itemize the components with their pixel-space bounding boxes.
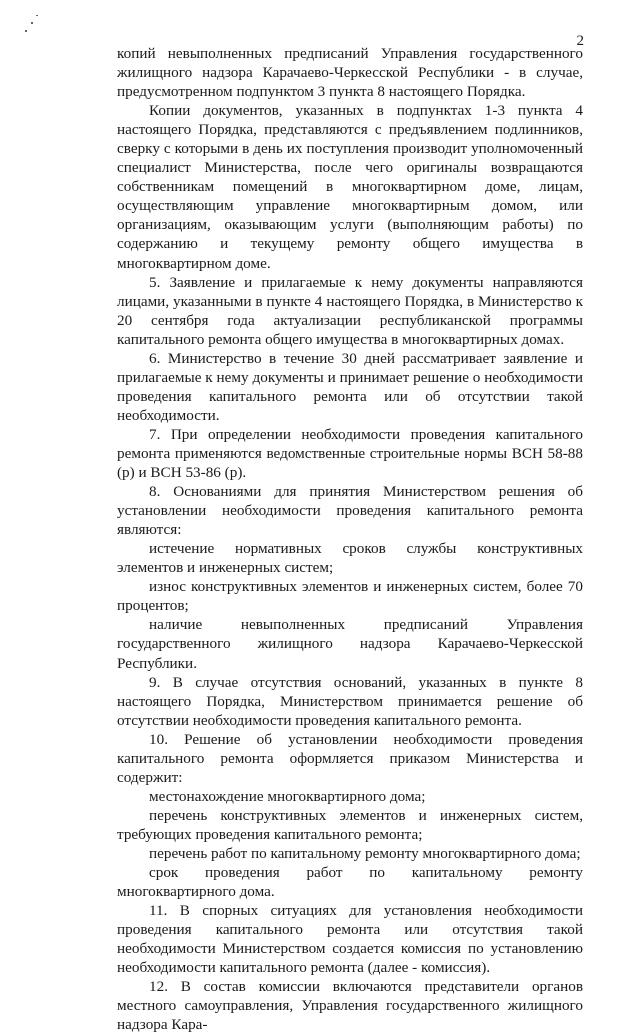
scan-specks bbox=[22, 8, 52, 38]
paragraph-10: 10. Решение об установлении необходимости проведения капитального ремонта оформляется приказом Министерства и содержит: bbox=[117, 730, 583, 786]
scan-speck bbox=[25, 30, 27, 32]
scan-speck bbox=[31, 22, 33, 24]
paragraph-copies: Копии документов, указанных в подпунктах 1-3 пункта 4 настоящего Порядка, представляются с предъявлением подлинников, сверку с которыми в день их поступления производит уполномоченный специалист Министерства, после чего оригиналы возвращаются собственникам помещений в многоквартирном доме, лицам, осуществляющим управление многоквартирным домом, или организациям, оказывающим услуги (выполняющим работы) по содержанию и текущему ремонту общего имущества в многоквартирном доме. bbox=[117, 102, 583, 272]
paragraph-10-item-1: местонахождение многоквартирного дома; bbox=[149, 787, 426, 805]
scan-speck bbox=[36, 15, 38, 16]
document-body bbox=[117, 44, 583, 1034]
paragraph-7: 7. При определении необходимости проведения капитального ремонта применяются ведомственные строительные нормы ВСН 58-88 (р) и ВСН 53-86 (р). bbox=[117, 425, 583, 482]
paragraph-6: 6. Министерство в течение 30 дней рассматривает заявление и прилагаемые к нему документы и принимает решение о необходимости проведения капитального ремонта или об отсутствии такой необходимости. bbox=[117, 349, 583, 424]
paragraph-8-item-2: износ конструктивных элементов и инженерных систем, более 70 процентов; bbox=[117, 578, 583, 615]
paragraph-12: 12. В состав комиссии включаются представители органов местного самоуправления, Управления государственного жилищного надзора Кара- bbox=[117, 978, 583, 1034]
paragraph-10-item-3: перечень работ по капитальному ремонту многоквартирного дома; bbox=[149, 844, 581, 862]
paragraph-11: 11. В спорных ситуациях для установления необходимости проведения капитального ремонта или отсутствия такой необходимости Министерством создается комиссия по установлению необходимости капитального ремонта (далее - комиссия). bbox=[117, 902, 583, 977]
paragraph-10-item-2: перечень конструктивных элементов и инженерных систем, требующих проведения капитального ремонта; bbox=[117, 806, 583, 843]
paragraph-10-item-4: срок проведения работ по капитальному ремонту многоквартирного дома. bbox=[117, 864, 583, 901]
paragraph-9: 9. В случае отсутствия оснований, указанных в пункте 8 настоящего Порядка, Министерством принимается решение об отсутствии необходимости проведения капитального ремонта. bbox=[117, 673, 583, 729]
paragraph-8-item-3: наличие невыполненных предписаний Управления государственного жилищного надзора Карачаево-Черкесской Республики. bbox=[117, 616, 583, 672]
paragraph-8: 8. Основаниями для принятия Министерством решения об установлении необходимости проведения капитального ремонта являются: bbox=[117, 483, 583, 539]
paragraph-continuation: копий невыполненных предписаний Управления государственного жилищного надзора Карачаево-Черкесской Республики - в случае, предусмотренном подпунктом 3 пункта 8 настоящего Порядка. bbox=[117, 45, 583, 101]
paragraph-5: 5. Заявление и прилагаемые к нему документы направляются лицами, указанными в пункте 4 настоящего Порядка, в Министерство к 20 сентября года актуализации республиканской программы капитального ремонта общего имущества в многоквартирных домах. bbox=[117, 273, 583, 348]
page-number: 2 bbox=[576, 33, 584, 49]
paragraph-8-item-1: истечение нормативных сроков службы конструктивных элементов и инженерных систем; bbox=[117, 540, 583, 577]
